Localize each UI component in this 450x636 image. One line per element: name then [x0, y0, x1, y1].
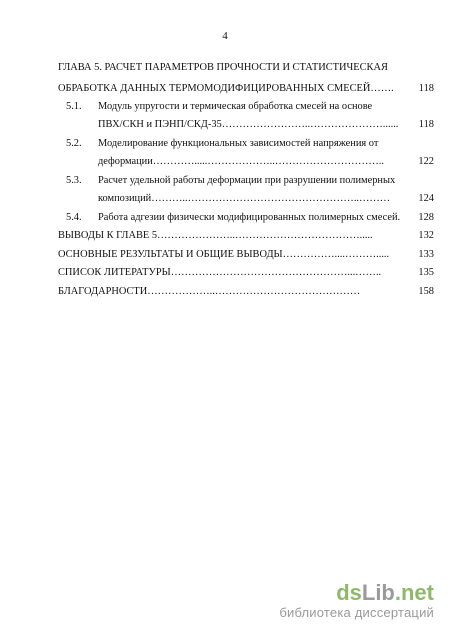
toc-acknowledgements: БЛАГОДАРНОСТИ………………..……………………………………	[58, 286, 361, 297]
toc-chapter-5-page: 118	[418, 83, 434, 94]
toc-section-5-2-title-line-2: деформации………….....………………..…………………………..	[98, 156, 384, 167]
toc-conclusions-chapter-5: ВЫВОДЫ К ГЛАВЕ 5…………………..……………………………….....	[58, 230, 373, 241]
watermark-logo-ds: ds	[336, 580, 362, 605]
toc-section-5-2-number: 5.2.	[66, 138, 82, 149]
toc-section-5-1-number: 5.1.	[66, 101, 82, 112]
toc-section-5-3-title-line-1: Расчет удельной работы деформации при разрушении полимерных	[98, 175, 396, 186]
toc-main-results-page: 133	[418, 249, 434, 260]
page-number: 4	[222, 30, 228, 42]
toc-section-5-1-page: 118	[418, 119, 434, 130]
toc-chapter-5-title-line-2: ОБРАБОТКА ДАННЫХ ТЕРМОМОДИФИЦИРОВАННЫХ СМЕСЕЙ…….	[58, 83, 394, 94]
toc-section-5-2-page: 122	[418, 156, 434, 167]
watermark-logo-tld: .net	[394, 580, 434, 605]
toc-conclusions-chapter-5-page: 132	[418, 230, 434, 241]
watermark-logo-lib: Lib	[361, 580, 395, 605]
toc-acknowledgements-page: 158	[418, 286, 434, 297]
toc-section-5-4-title: Работа адгезии физически модифицированных полимерных смесей.	[98, 212, 401, 223]
watermark-subtitle: библиотека диссертаций	[279, 605, 434, 620]
toc-section-5-3-number: 5.3.	[66, 175, 82, 186]
toc-section-5-3-title-line-2: композиций………..…………………………………………..………	[98, 193, 391, 204]
toc-section-5-1-title-line-1: Модуль упругости и термическая обработка смесей на основе	[98, 101, 373, 112]
toc-chapter-5-title-line-1: ГЛАВА 5. РАСЧЕТ ПАРАМЕТРОВ ПРОЧНОСТИ И СТАТИСТИЧЕСКАЯ	[58, 62, 388, 73]
dslib-watermark	[279, 581, 434, 620]
toc-section-5-4-page: 128	[418, 212, 434, 223]
toc-main-results: ОСНОВНЫЕ РЕЗУЛЬТАТЫ И ОБЩИЕ ВЫВОДЫ……………....……….....	[58, 249, 390, 260]
toc-section-5-2-title-line-1: Моделирование функциональных зависимостей напряжения от	[98, 138, 379, 149]
toc-section-5-1-title-line-2: ПВХ/СКН и ПЭНП/СКД-35……………………..…………………......	[98, 119, 399, 130]
watermark-logo	[279, 581, 434, 605]
toc-section-5-3-page: 124	[418, 193, 434, 204]
toc-references-page: 135	[418, 267, 434, 278]
toc-references: СПИСОК ЛИТЕРАТУРЫ……………………………………………...……..	[58, 267, 382, 278]
toc-section-5-4-number: 5.4.	[66, 212, 82, 223]
